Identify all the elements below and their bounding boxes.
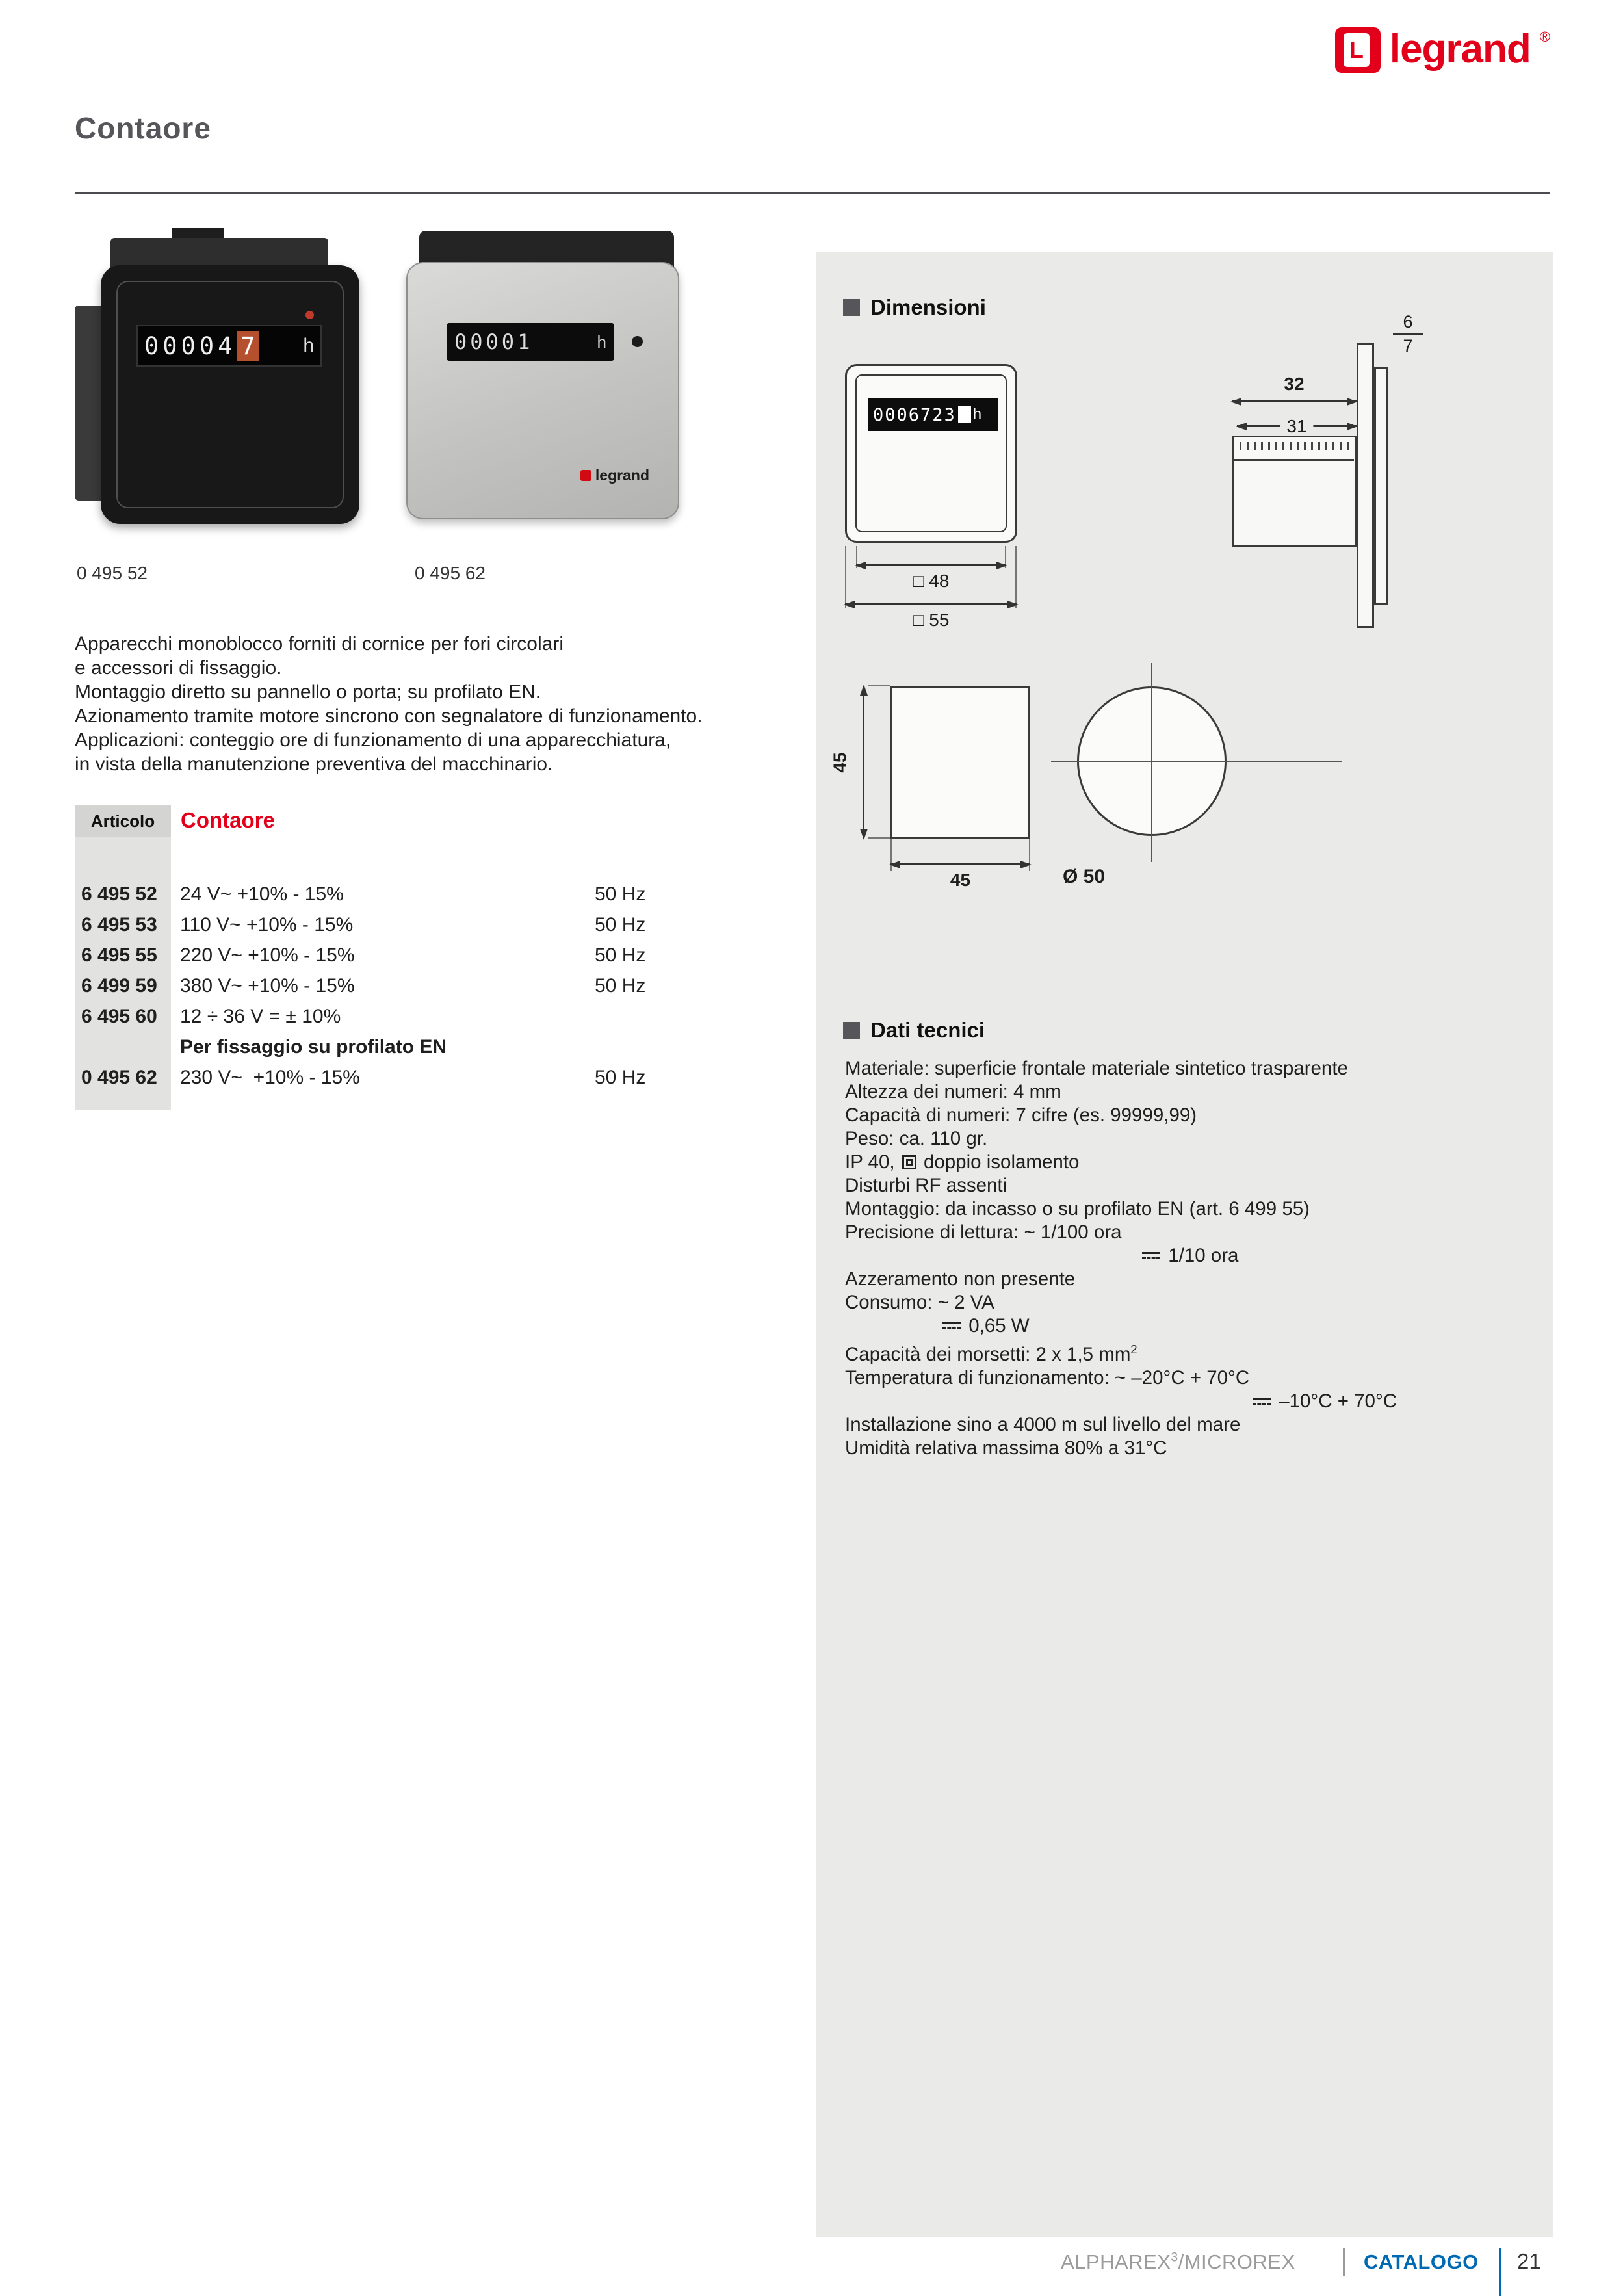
drawing-cutout-square [890,686,1030,839]
product-ref-caption: 0 495 62 [415,563,486,583]
tech-text: Peso: ca. 110 gr. [845,1128,988,1149]
tech-line [845,1366,1534,1390]
article-spec: 12 ÷ 36 V = ± 10% [180,1005,341,1027]
extension-line [868,837,890,839]
article-spec: 380 V~ +10% - 15% [180,974,355,997]
drawing-display-cursor [958,406,971,423]
drawing-display-unit: h [972,406,982,423]
extension-line [845,546,846,608]
footer-series-sup: 3 [1171,2250,1178,2265]
article-freq: 50 Hz [595,913,646,935]
article-spec: 220 V~ +10% - 15% [180,944,355,966]
tech-line [845,1080,1534,1104]
double-insulation-icon [902,1155,916,1169]
dimension-label-7: 7 [1403,336,1413,356]
table-title: Contaore [181,808,275,832]
drawing-front-view [845,364,1017,543]
dimension-32 [1232,374,1357,402]
tech-line [845,1151,1534,1174]
tech-text: Azzeramento non presente [845,1268,1076,1290]
dimension-label-31: 31 [1280,416,1313,437]
tech-text: Altezza dei numeri: 4 mm [845,1081,1061,1102]
dimension-label-diameter: Ø 50 [1063,866,1106,887]
tech-line [845,1338,1534,1366]
article-ref: 6 495 52 [81,883,157,905]
centerline-horizontal [1051,761,1342,762]
counter-digits: 00001 [454,330,534,354]
footer-series-name [1061,2250,1295,2274]
legrand-mini-logo [580,467,649,484]
tech-text: 1/10 ora [1163,1245,1239,1266]
dimension-label-6: 6 [1393,312,1423,335]
article-ref: 6 495 53 [81,913,157,935]
drawing-side-body [1232,436,1357,547]
dimension-6-7 [1393,312,1423,356]
tech-line [845,1314,1534,1338]
tech-text: Montaggio: da incasso o su profilato EN (art. 6 499 55) [845,1198,1310,1220]
article-spec: 230 V~ +10% - 15% [180,1066,360,1088]
dimension-48 [856,564,1006,591]
dimension-label-32: 32 [1284,374,1305,394]
article-row [75,1001,712,1032]
dimension-45-vertical [829,686,864,839]
tech-line [845,1057,1534,1080]
tech-line [845,1104,1534,1127]
drawing-display-digits: 0006723 [873,404,956,425]
footer-page-number: 21 [1517,2249,1541,2273]
article-freq: 50 Hz [595,883,646,905]
product-photo-049562 [406,231,686,530]
tech-line [845,1268,1534,1291]
dc-symbol-icon [942,1322,961,1331]
tech-line [845,1174,1534,1197]
article-ref: 6 495 55 [81,944,157,966]
legrand-logo-inner [1344,33,1370,67]
drawing-back-plate [1374,367,1388,605]
counter-digits: 00004 [144,332,237,360]
registered-mark: ® [1539,29,1550,45]
tech-text: 0,65 W [963,1315,1030,1337]
dimensions-heading: Dimensioni [870,295,986,319]
legrand-mini-logo-text: legrand [595,467,649,484]
tech-text: Umidità relativa massima 80% a 31°C [845,1437,1167,1459]
tech-heading: Dati tecnici [870,1018,985,1042]
article-table-rows [75,879,712,1093]
tech-text: 2 [1130,1342,1137,1356]
footer-blue-divider [1499,2248,1501,2296]
section-bullet-icon [843,299,860,316]
counter-front-panel [406,262,679,519]
description-line: Apparecchi monoblocco forniti di cornice per fori circolari [75,633,564,655]
title-divider [75,192,1550,194]
drawing-side-line [1234,459,1354,461]
tech-line [845,1291,1534,1314]
tech-text: Consumo: ~ 2 VA [845,1292,994,1313]
dimensions-section-header [843,295,986,320]
legrand-wordmark: legrand [1389,27,1531,72]
tech-line [845,1197,1534,1221]
product-ref-caption: 0 495 52 [77,563,148,583]
dimension-label-48: □ 48 [913,571,950,591]
dimension-label-45h: 45 [950,870,971,890]
description-line: Azionamento tramite motore sincrono con segnalatore di funzionamento. [75,705,703,727]
article-ref: 0 495 62 [81,1066,157,1088]
tech-text: IP 40, [845,1151,900,1173]
article-freq: 50 Hz [595,974,646,997]
dimension-31 [1237,415,1357,436]
tech-line [845,1413,1534,1437]
legrand-logo [1335,27,1550,73]
counter-display [447,323,614,361]
tech-text: Temperatura di funzionamento: ~ –20°C + 70°C [845,1366,1250,1389]
footer-series: ALPHAREX [1061,2250,1171,2273]
drawing-display [868,398,998,431]
tech-text: –10°C + 70°C [1273,1390,1397,1412]
extension-line [1015,546,1017,608]
tech-text: Precisione di lettura: ~ 1/100 ora [845,1221,1122,1243]
article-row [75,1032,712,1062]
footer-divider [1343,2248,1345,2276]
footer-catalog-label: CATALOGO [1364,2250,1479,2273]
tech-line [845,1244,1534,1268]
description-line: Applicazioni: conteggio ore di funzionamento di una apparecchiatura, [75,729,671,751]
legrand-logo-letter: L [1349,36,1364,63]
page-title: Contaore [75,111,211,145]
legrand-logo-icon [1335,27,1381,73]
article-row [75,971,712,1001]
section-bullet-icon [843,1022,860,1039]
technical-panel [816,252,1553,2237]
dimension-label-45v: 45 [829,751,850,773]
tech-line [845,1221,1534,1244]
tech-line [845,1437,1534,1460]
counter-body [101,265,359,524]
dimension-45-horizontal [890,863,1030,890]
description-line: e accessori di fissaggio. [75,657,282,679]
tech-text: Installazione sino a 4000 m sul livello del mare [845,1413,1241,1435]
legrand-mini-logo-icon [580,470,591,481]
article-spec: 24 V~ +10% - 15% [180,883,344,905]
tech-text: Capacità di numeri: 7 cifre (es. 99999,99) [845,1104,1197,1126]
article-spec: Per fissaggio su profilato EN [180,1036,447,1058]
drawing-terminals [1240,442,1349,450]
article-freq: 50 Hz [595,944,646,966]
dimension-55 [845,603,1017,630]
indicator-dot [305,311,314,319]
tech-section-header [843,1018,985,1043]
description-line: in vista della manutenzione preventiva del macchinario. [75,753,553,775]
article-ref: 6 499 59 [81,974,157,997]
tech-line [845,1127,1534,1151]
tech-text: doppio isolamento [918,1151,1080,1173]
drawing-front-bezel [1357,343,1374,628]
dc-symbol-icon [1253,1398,1271,1406]
counter-digit-red: 7 [237,331,258,361]
tech-text: Materiale: superficie frontale materiale sintetico trasparente [845,1058,1348,1079]
extension-line [868,685,890,686]
centerline-vertical [1151,663,1152,862]
counter-unit: h [303,335,314,356]
tech-lines [845,1057,1534,1460]
tech-line [845,1390,1534,1413]
article-row [75,879,712,909]
table-header-articolo: Articolo [75,805,171,837]
description-line: Montaggio diretto su pannello o porta; su profilato EN. [75,681,541,703]
indicator-dot [632,336,643,347]
article-freq: 50 Hz [595,1066,646,1088]
article-row [75,909,712,940]
dc-symbol-icon [1142,1252,1160,1260]
footer-series-rest: /MICROREX [1178,2250,1295,2273]
article-ref: 6 495 60 [81,1005,157,1027]
dimension-label-55: □ 55 [913,610,950,630]
article-row [75,1062,712,1093]
product-photo-049552 [75,228,370,556]
tech-text: Disturbi RF assenti [845,1175,1007,1196]
article-row [75,940,712,971]
tech-text: Capacità dei morsetti: 2 x 1,5 mm [845,1343,1131,1365]
counter-display [136,325,322,367]
description [75,632,703,776]
counter-unit: h [597,332,606,352]
article-spec: 110 V~ +10% - 15% [180,913,354,935]
